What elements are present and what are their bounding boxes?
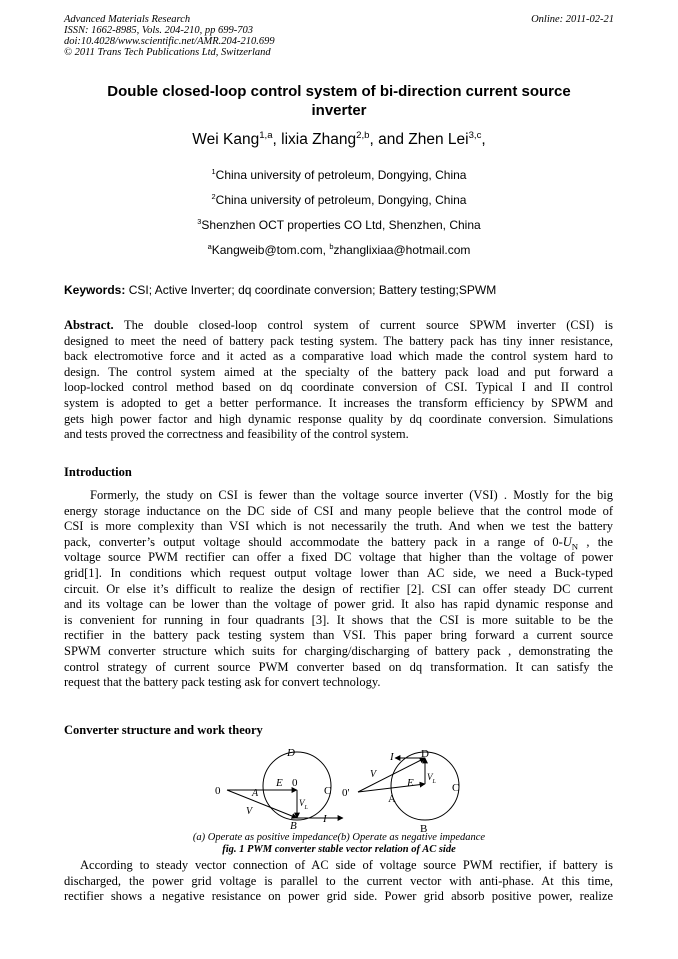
label-D: D [421, 748, 429, 760]
label-E: E [407, 777, 414, 789]
intro-line: grid[1]. In conditions which request output voltage lower than AC side, we need a Buck-typed [64, 565, 613, 580]
abstract-line: system is adopted to get a better performance. It increases the transform efficiency by SPWM and [64, 395, 613, 410]
body-paragraph-2 [64, 858, 613, 905]
abstract-line: gets high power factor and high dynamic response quality by dq coordinate conversion. Simulations [64, 411, 613, 426]
vector-diagram-figure [195, 744, 555, 834]
body-line: According to steady vector connection of AC side of voltage source PWM rectifier, if battery is [80, 858, 613, 872]
abstract-line: Abstract. The double closed-loop control system of current source SPWM inverter (CSI) is [64, 318, 613, 332]
label-origin: 0 [215, 785, 221, 797]
label-A: A [252, 788, 259, 799]
intro-line: rectifier in the battery pack testing system than VSI. This paper bring forward a current source [64, 628, 613, 643]
label-origin: 0' [342, 787, 350, 799]
intro-line: CSI is more complexity than VSI which is not necessarily the truth. And when we test the battery [64, 519, 613, 534]
figure-subcaption: (a) Operate as positive impedance(b) Operate as negative impedance [192, 832, 486, 843]
journal-header [64, 14, 614, 58]
author-sep: , and [369, 131, 409, 148]
affiliation-sup: 3 [197, 217, 202, 226]
diagram-b [342, 748, 459, 834]
keywords [64, 283, 614, 298]
intro-line: and its voltage can be lower than the voltage of power grid. It also has rapid dynamic response and [64, 597, 613, 612]
abstract [64, 318, 613, 443]
diagram-a [215, 747, 343, 832]
copyright-line: © 2011 Trans Tech Publications Ltd, Switzerland [64, 47, 271, 58]
label-I: I [390, 751, 394, 763]
author-name: Zhen Lei [408, 131, 469, 148]
affiliation-3 [64, 218, 614, 233]
abstract-line: design. The control system aimed at the specialty of the battery pack load and put forward a [64, 364, 613, 379]
intro-line: request that the battery pack testing ask for convert technology. [64, 675, 381, 690]
symbol-U: U [562, 534, 572, 549]
affiliation-text: Shenzhen OCT properties CO Ltd, Shenzhen, China [201, 218, 481, 232]
abstract-line: designed to meet the need of battery pack testing system. The battery pack has tiny inner resistance, [64, 333, 613, 348]
abstract-line: and tests proved the correctness and feasibility of the control system. [64, 427, 409, 442]
author-sep: , [481, 131, 486, 148]
body-line: rectifier shows a negative resistance on power grid side. Power grid absorb positive power, realize [64, 889, 613, 904]
section-heading: Converter structure and work theory [64, 723, 263, 737]
email-sup-b: b [329, 242, 334, 251]
issn-line: ISSN: 1662-8985, Vols. 204-210, pp 699-703 [64, 25, 253, 36]
author-sup: 1,a [259, 129, 273, 141]
intro-line: is convenient for running in four quadrants [3]. It shows that the CSI is more suitable to be the [64, 612, 613, 627]
label-V: V [370, 769, 377, 780]
affiliation-2 [64, 193, 614, 208]
affiliation-text: China university of petroleum, Dongying, China [215, 193, 467, 207]
email-line [64, 243, 614, 258]
introduction-heading: Introduction [64, 465, 132, 479]
body-line: discharged, the power grid voltage is parallel to the current vector with anti-phase. At this time, [64, 873, 613, 888]
paper-title [64, 82, 614, 120]
intro-line: control strategy of current source PWM converter based on dq transformation. It can satisfy the [64, 659, 613, 674]
intro-line: energy storage inductance on the DC side of CSI and many people believe that the control mode of [64, 503, 613, 518]
affiliation-1 [64, 168, 614, 183]
label-C: C [324, 785, 332, 797]
label-B: B [290, 820, 297, 832]
author-sup: 2,b [356, 129, 370, 141]
intro-line: SPWM converter structure which suits for charging/discharging of battery pack , demonstrating the [64, 643, 613, 658]
keywords-label: Keywords: [64, 283, 126, 297]
email-b: zhanglixiaa@hotmail.com [333, 243, 471, 257]
author-name: lixia Zhang [281, 131, 357, 148]
abstract-label: Abstract. [64, 318, 114, 332]
affiliation-sup: 2 [211, 192, 216, 201]
label-A: A [388, 793, 396, 805]
introduction-body [64, 488, 613, 691]
email-a: Kangweib@tom.com, [211, 243, 330, 257]
doi-line: doi:10.4028/www.scientific.net/AMR.204-210.699 [64, 36, 275, 47]
abstract-line: loop-locked control method based on dq coordinate conversion of CSI. Typical I and II control [64, 380, 613, 395]
label-V: V [246, 806, 253, 817]
affiliation-text: China university of petroleum, Dongying, China [215, 168, 467, 182]
label-C: C [452, 782, 460, 794]
journal-name: Advanced Materials Research [64, 14, 191, 25]
author-name: Wei Kang [192, 131, 260, 148]
intro-line: circuit. Or else it’s difficult to realize the design of rectifier [2]. CSI can offer steady DC current [64, 581, 613, 596]
abstract-line: back electromotive force and it acted as a comparative load which made the control system hard to [64, 349, 613, 364]
figure-caption: fig. 1 PWM converter stable vector relation of AC side [222, 844, 456, 855]
label-VL: $V_L$ [299, 798, 308, 811]
author-sup: 3,c [468, 129, 482, 141]
label-VL: $V_L$ [427, 772, 436, 785]
vector-v [227, 790, 297, 818]
intro-line: Formerly, the study on CSI is fewer than the voltage source inverter (VSI) . Mostly for the big [90, 488, 613, 502]
affiliation-sup: 1 [211, 167, 216, 176]
label-E: E [276, 777, 283, 789]
intro-line: pack, converter’s output voltage should accommodate the battery pack in a range of $0-U_N$ , the [64, 534, 613, 552]
online-date: Online: 2011-02-21 [531, 14, 614, 25]
label-O: 0 [292, 777, 298, 789]
author-sep: , [272, 131, 282, 148]
keywords-text: CSI; Active Inverter; dq coordinate conversion; Battery testing;SPWM [125, 283, 497, 297]
label-I: I [323, 813, 327, 825]
label-B: B [420, 823, 428, 834]
title-line-2: inverter [311, 102, 367, 119]
label-D: D [287, 747, 295, 759]
author-list [64, 130, 614, 150]
title-line-1: Double closed-loop control system of bi-direction current source [107, 83, 571, 100]
email-sup-a: a [207, 242, 212, 251]
intro-line: voltage source PWM rectifier can offer a fixed DC voltage that higher than the voltage of power [64, 550, 613, 565]
